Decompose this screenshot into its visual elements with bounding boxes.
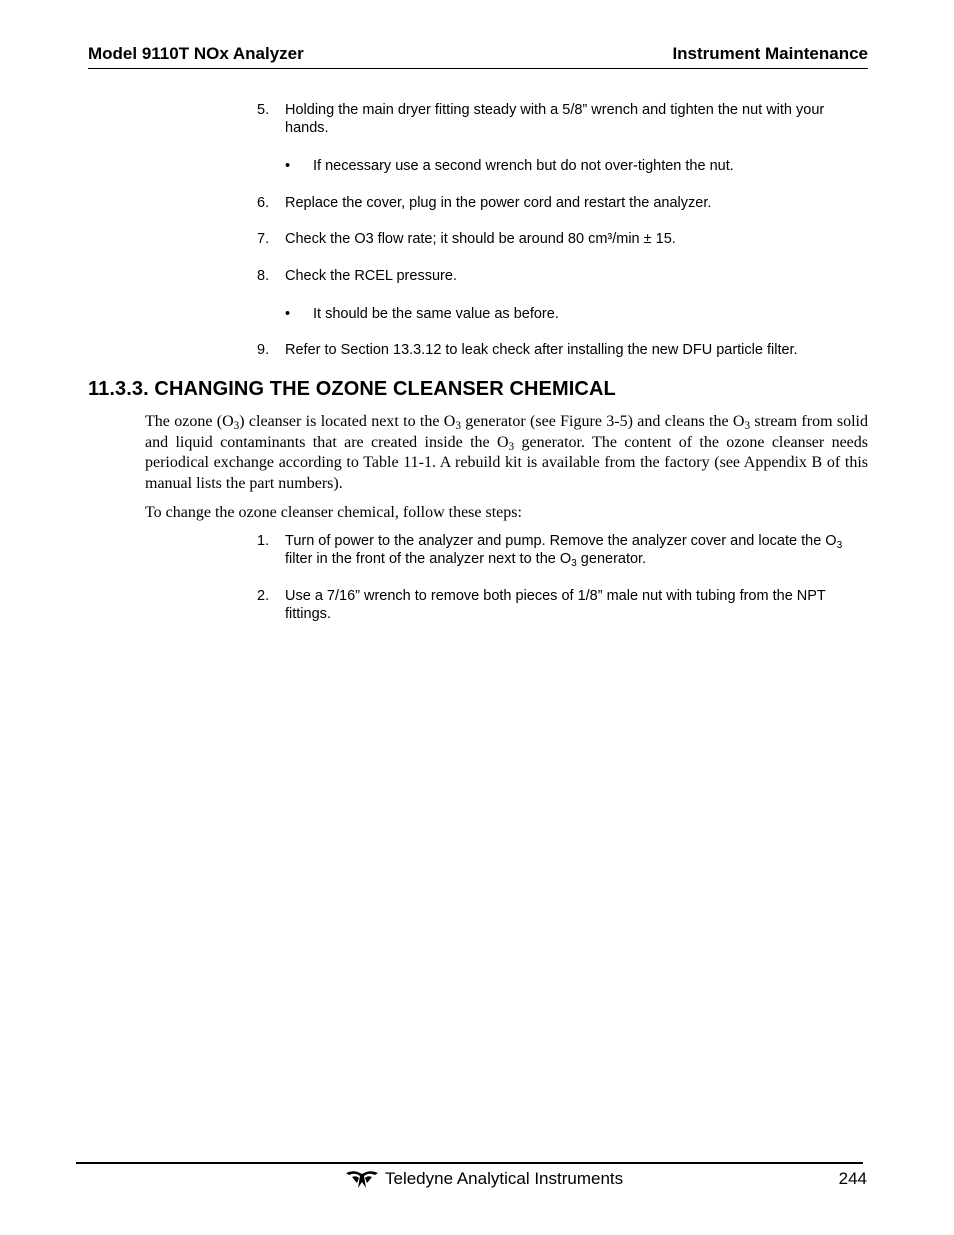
step-text: Check the O3 flow rate; it should be around 80 cm³/min ± 15.: [285, 231, 676, 247]
header-document-title: Model 9110T NOx Analyzer: [88, 44, 304, 63]
bullet-text: If necessary use a second wrench but do not over-tighten the nut.: [313, 158, 734, 174]
step-8: [257, 267, 869, 285]
step-6: [257, 194, 869, 212]
text-run: generator. The content of the ozone cleanser needs periodical exchange according to Table 11-1. A rebuild kit is available from the factory (see Appendix B of this manual lists the part numbers).: [145, 433, 868, 492]
step-number: 5.: [257, 102, 270, 118]
bullet-dot-icon: •: [285, 306, 291, 322]
footer-divider: [76, 1162, 863, 1164]
step-number: 7.: [257, 231, 270, 247]
subscript: 3: [744, 420, 751, 432]
page-header: [88, 44, 868, 69]
step-text: Refer to Section 13.3.12 to leak check after installing the new DFU particle filter.: [285, 342, 798, 358]
subscript: 3: [571, 558, 577, 569]
step-5: [257, 101, 869, 137]
step-number: 8.: [257, 268, 270, 284]
text-run: generator.: [576, 551, 647, 567]
text-run: Turn of power to the analyzer and pump. Remove the analyzer cover and locate the O: [285, 533, 837, 549]
subscript: 3: [455, 420, 461, 432]
subscript: 3: [233, 420, 240, 432]
section-heading: 11.3.3. CHANGING THE OZONE CLEANSER CHEMICAL: [88, 378, 616, 400]
intro-paragraph: [145, 412, 868, 494]
bullet-dot-icon: •: [285, 158, 291, 174]
step-7: [257, 230, 869, 248]
step-number: 2.: [257, 588, 270, 604]
step-text: Replace the cover, plug in the power cord and restart the analyzer.: [285, 195, 712, 211]
text-run: stream from solid and liquid contaminants that are created inside the O: [145, 413, 868, 451]
footer-brand: [345, 1169, 623, 1189]
bullet-item: [285, 157, 869, 175]
subscript: 3: [836, 540, 843, 551]
step-9: [257, 341, 869, 359]
header-chapter-title: Instrument Maintenance: [672, 44, 868, 63]
steps-intro-paragraph: To change the ozone cleanser chemical, follow these steps:: [145, 504, 522, 521]
step-number: 1.: [257, 533, 270, 549]
text-run: The ozone (O: [145, 413, 234, 430]
step-text: Use a 7/16” wrench to remove both pieces of 1/8” male nut with tubing from the NPT fittings.: [285, 588, 826, 622]
text-run: generator (see Figure 3-5) and cleans the O: [460, 413, 745, 430]
text-run: filter in the front of the analyzer next to the O: [285, 551, 572, 567]
step-text: [285, 532, 869, 568]
bullet-item: [285, 305, 869, 323]
page-number: 244: [838, 1169, 867, 1188]
teledyne-logo-icon: [345, 1169, 379, 1189]
step-2: [257, 587, 869, 623]
step-text: Holding the main dryer fitting steady with a 5/8” wrench and tighten the nut with your hands.: [285, 102, 825, 136]
step-number: 6.: [257, 195, 270, 211]
footer-brand-text: Teledyne Analytical Instruments: [385, 1169, 624, 1188]
step-number: 9.: [257, 342, 270, 358]
bullet-text: It should be the same value as before.: [313, 306, 559, 322]
step-1: [257, 532, 869, 568]
subscript: 3: [508, 440, 515, 453]
text-run: ) cleanser is located next to the O: [239, 413, 456, 430]
step-text: Check the RCEL pressure.: [285, 268, 457, 284]
